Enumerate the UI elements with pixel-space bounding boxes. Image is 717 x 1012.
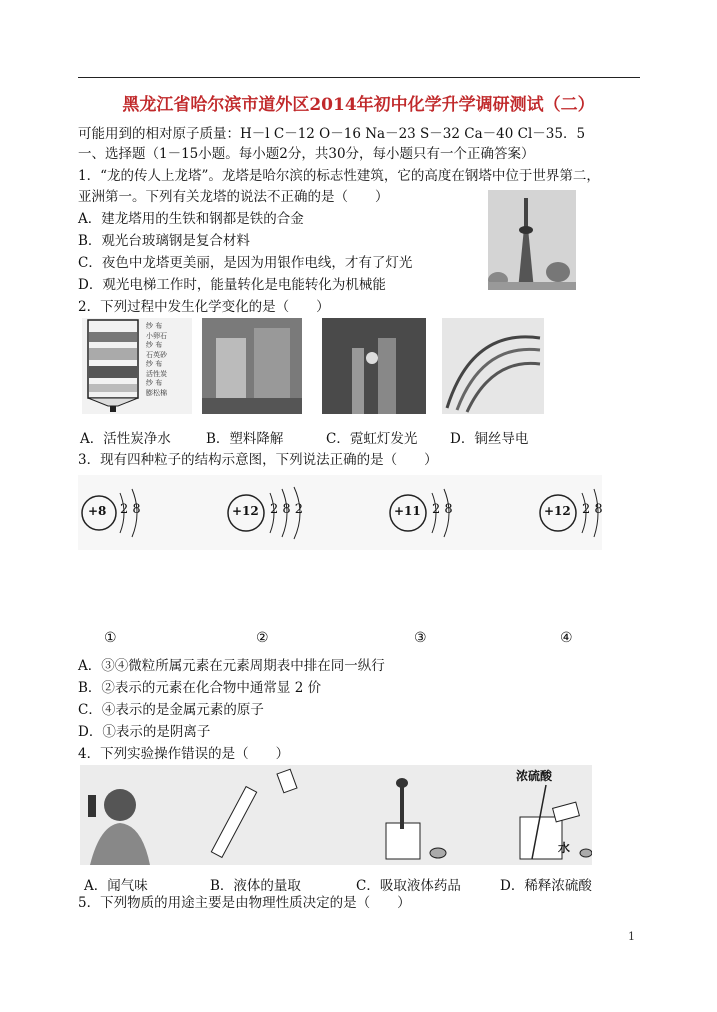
page-number: 1 <box>628 930 635 943</box>
atom-diagram-1 <box>80 485 160 541</box>
filter-label-2: 小卵石 <box>146 331 167 340</box>
acid-label: 浓硫酸 <box>516 769 553 783</box>
q3-option-b: B．②表示的元素在化合物中通常显 2 价 <box>78 680 322 696</box>
atom-3-shells: 2 8 <box>432 502 453 517</box>
filter-label-8: 膨松棉 <box>146 388 167 397</box>
neon-light-photo <box>322 318 426 414</box>
q2-option-d: D．铜丝导电 <box>450 431 529 447</box>
atom-diagram-4 <box>538 485 608 541</box>
q3-option-c: C．④表示的是金属元素的原子 <box>78 702 264 718</box>
q1-option-b: B．观光台玻璃钢是复合材料 <box>78 233 250 249</box>
q1-option-a: A．建龙塔用的生铁和钢都是铁的合金 <box>78 211 304 227</box>
atom-1-nucleus: +8 <box>88 504 107 518</box>
atom-2-shells: 2 8 2 <box>270 502 304 517</box>
atom-4-shells: 2 8 <box>582 502 603 517</box>
q4-option-a: A．闻气味 <box>84 878 148 894</box>
q2-stem: 2．下列过程中发生化学变化的是（ ） <box>78 299 330 315</box>
q2-option-b: B．塑料降解 <box>206 431 284 447</box>
atom-diagram-2 <box>226 485 326 541</box>
q2-option-c: C．霓虹灯发光 <box>326 431 418 447</box>
filter-label-6: 活性炭 <box>146 369 167 378</box>
q5-stem: 5．下列物质的用途主要是由物理性质决定的是（ ） <box>78 895 411 911</box>
filter-label-4: 石英砂 <box>146 350 167 359</box>
section-heading: 一、选择题（1－15小题。每小题2分，共30分，每小题只有一个正确答案） <box>78 146 535 162</box>
q3-option-a: A．③④微粒所属元素在元素周期表中排在同一纵行 <box>78 658 385 674</box>
filter-label-1: 纱 布 <box>146 322 163 330</box>
dragon-tower-photo <box>488 190 576 290</box>
plastic-degradation-photo <box>202 318 302 414</box>
lab-operations-image <box>80 765 592 865</box>
q1-stem-line1: 1．“龙的传人上龙塔”。龙塔是哈尔滨的标志性建筑，它的高度在钢塔中位于世界第二， <box>78 168 600 184</box>
atom-2-nucleus: +12 <box>232 504 259 518</box>
label-circled-3: ③ <box>414 630 427 646</box>
water-label: 水 <box>558 841 571 855</box>
q4-stem: 4．下列实验操作错误的是（ ） <box>78 746 290 762</box>
copper-wire-photo <box>442 318 544 414</box>
atom-1-shells: 2 8 <box>120 502 141 517</box>
filter-label-7: 纱 布 <box>146 379 163 387</box>
atom-4-nucleus: +12 <box>544 504 571 518</box>
q4-option-c: C．吸取液体药品 <box>356 878 461 894</box>
top-rule <box>78 77 640 78</box>
label-circled-4: ④ <box>560 630 573 646</box>
atom-diagram-3 <box>388 485 478 541</box>
atom-3-nucleus: +11 <box>394 504 421 518</box>
q3-stem: 3．现有四种粒子的结构示意图，下列说法正确的是（ ） <box>78 452 438 468</box>
q4-option-d: D．稀释浓硫酸 <box>500 878 592 894</box>
q1-option-d: D．观光电梯工作时，能量转化是电能转化为机械能 <box>78 277 386 293</box>
q1-option-c: C．夜色中龙塔更美丽，是因为用银作电线，才有了灯光 <box>78 255 413 271</box>
label-circled-1: ① <box>104 630 117 646</box>
q1-stem-line2: 亚洲第一。下列有关龙塔的说法不正确的是（ ） <box>78 189 389 205</box>
label-circled-2: ② <box>256 630 269 646</box>
filter-label-3: 纱 布 <box>146 341 163 349</box>
filter-label-5: 纱 布 <box>146 360 163 368</box>
water-filter-diagram <box>82 318 192 414</box>
q4-option-b: B．液体的量取 <box>210 878 301 894</box>
atomic-masses-line: 可能用到的相对原子质量：H－l C－12 O－16 Na－23 S－32 Ca－40 Cl－35．5 <box>78 126 586 142</box>
q3-option-d: D．①表示的是阴离子 <box>78 724 211 740</box>
page-title: 黑龙江省哈尔滨市道外区2014年初中化学升学调研测试（二） <box>122 95 595 115</box>
q2-option-a: A．活性炭净水 <box>80 431 171 447</box>
